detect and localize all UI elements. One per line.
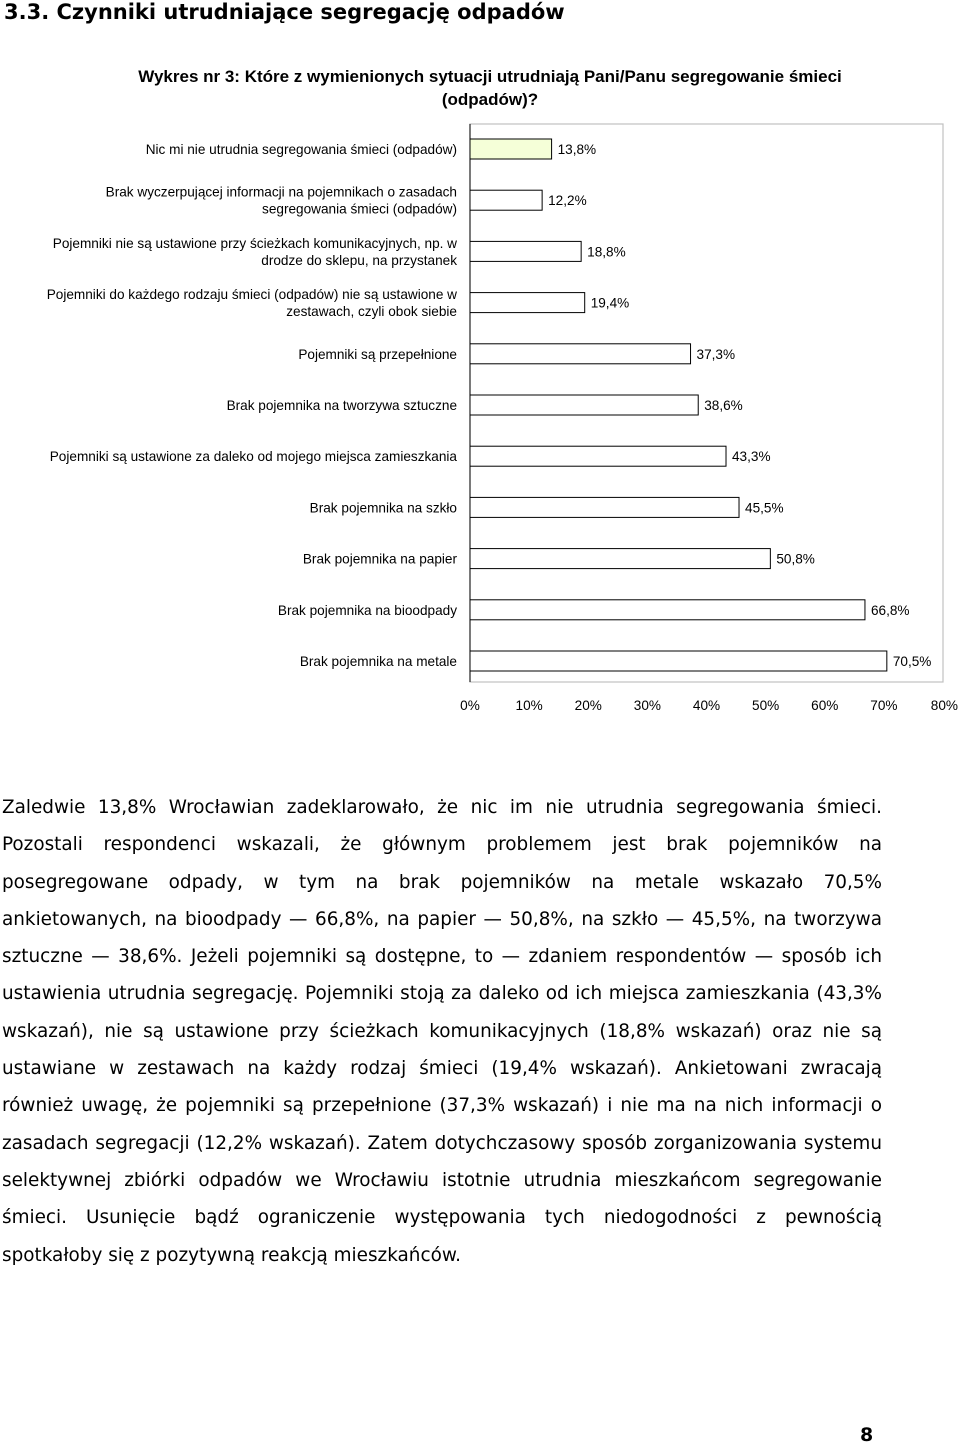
category-label: Brak pojemnika na szkło — [309, 500, 457, 516]
bar — [470, 651, 887, 671]
data-label: 43,3% — [732, 449, 771, 465]
category-label: Brak pojemnika na metale — [299, 654, 457, 669]
x-tick-label: 80% — [930, 698, 958, 713]
bar — [470, 395, 698, 415]
x-tick-label: 0% — [460, 698, 480, 713]
data-label: 18,8% — [587, 244, 626, 260]
x-tick-label: 70% — [870, 698, 898, 713]
category-label: Brak pojemnika na bioodpady — [277, 602, 457, 618]
page-number: 8 — [860, 1424, 874, 1446]
bar — [470, 600, 865, 620]
category-label: segregowania śmieci (odpadów) — [262, 201, 457, 217]
x-tick-label: 60% — [811, 698, 839, 713]
bar — [470, 139, 552, 159]
x-tick-label: 30% — [633, 698, 661, 713]
data-label: 38,6% — [704, 398, 743, 413]
bar — [470, 549, 770, 569]
bar — [470, 344, 691, 364]
chart-title: Wykres nr 3: Które z wymienionych sytuacji utrudniają Pani/Panu segregowanie śmieci (odpadów)? — [138, 67, 842, 109]
x-tick-label: 50% — [752, 698, 780, 713]
category-label: Brak pojemnika na papier — [302, 551, 457, 567]
category-label: Pojemniki do każdego rodzaju śmieci (odpadów) nie są ustawione w — [46, 287, 457, 303]
bar — [470, 190, 542, 210]
bar — [470, 497, 739, 517]
body-paragraph: Zaledwie 13,8% Wrocławian zadeklarowało, że nic im nie utrudnia segregowania śmieci. Pozostali respondenci wskazali, że głównym problemem jest brak pojemników na posegregowane odpady, w tym na brak pojemników na metale wskazało 70,5% ankietowanych, na bioodpady — 66,8%, na papier — 50,8%, na szkło — 45,5%, na tworzywa sztuczne — 38,6%. Jeżeli pojemniki są dostępne, to — zdaniem respondentów — sposób ich ustawienia utrudnia segregację. Pojemniki stoją za daleko od ich miejsca zamieszkania (43,3% wskazań), nie są ustawione przy ścieżkach komunikacyjnych (18,8% wskazań) oraz nie są ustawiane w zestawach na każdy rodzaj śmieci (19,4% wskazań). Ankietowani zwracają również uwagę, że pojemniki są przepełnione (37,3% wskazań) i nie ma na nich informacji o zasadach segregacji (12,2% wskazań). Zatem dotychczasowy sposób zorganizowania systemu selektywnej zbiórki odpadów we Wrocławiu istotnie utrudnia mieszkańcom segregowanie śmieci. Usunięcie bądź ograniczenie występowania tych niedogodności z pewnością spotkałoby się z pozytywną reakcją mieszkańców. — [2, 797, 882, 1266]
section-heading: 3.3. Czynniki utrudniające segregację odpadów — [4, 0, 565, 24]
data-label: 13,8% — [557, 142, 597, 157]
data-label: 37,3% — [696, 346, 736, 362]
category-label: Brak pojemnika na tworzywa sztuczne — [226, 398, 457, 413]
category-label: Pojemniki są przepełnione — [298, 346, 457, 362]
data-label: 66,8% — [870, 602, 910, 618]
data-label: 70,5% — [892, 654, 932, 669]
data-label: 45,5% — [745, 500, 784, 516]
data-label: 50,8% — [776, 551, 815, 567]
bar — [470, 241, 581, 261]
x-tick-label: 40% — [692, 698, 721, 713]
data-label: 19,4% — [590, 295, 630, 311]
x-tick-label: 20% — [574, 698, 602, 713]
category-label: Nic mi nie utrudnia segregowania śmieci (odpadów) — [145, 142, 457, 157]
category-label: Pojemniki są ustawione za daleko od mojego miejsca zamieszkania — [49, 449, 457, 465]
category-label: drodze do sklepu, na przystanek — [261, 252, 457, 268]
category-label: Pojemniki nie są ustawione przy ścieżkach komunikacyjnych, np. w — [52, 235, 457, 251]
data-label: 12,2% — [548, 193, 587, 209]
bar — [470, 446, 726, 466]
bar — [470, 293, 585, 313]
category-label: Brak wyczerpującej informacji na pojemnikach o zasadach — [105, 184, 457, 200]
x-tick-label: 10% — [515, 698, 543, 713]
category-label: zestawach, czyli obok siebie — [286, 304, 457, 320]
